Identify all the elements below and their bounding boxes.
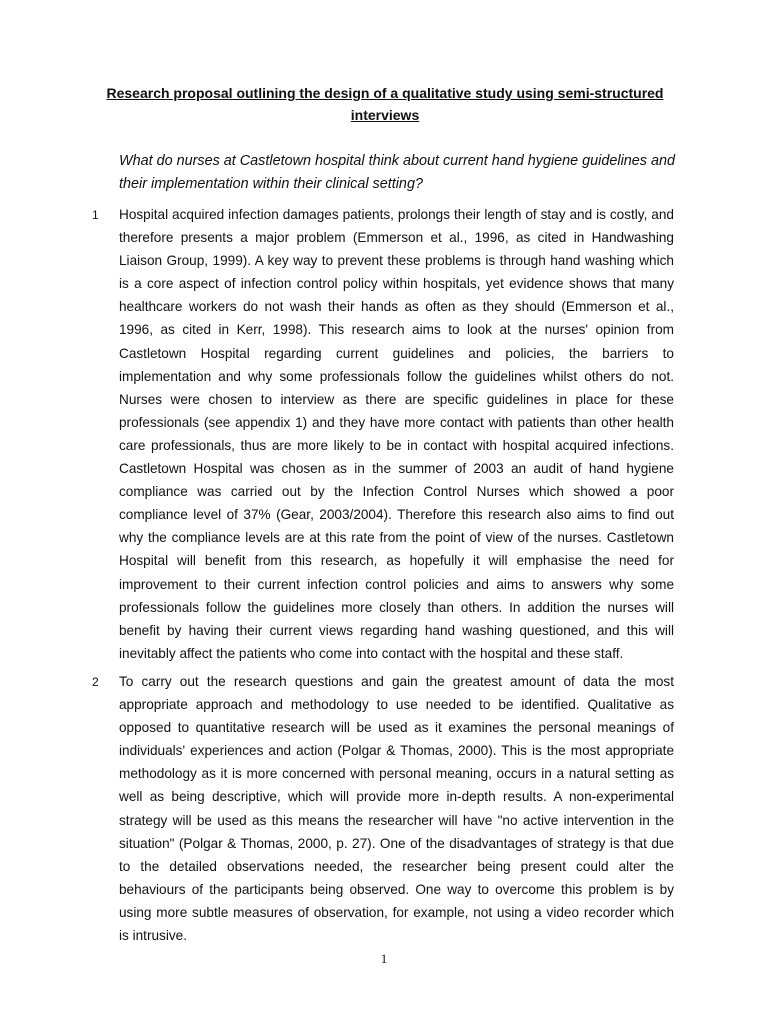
document-title: Research proposal outlining the design of a qualitative study using semi-structured interviews [106,85,664,123]
paragraph-number-1: 1 [92,208,99,222]
research-question: What do nurses at Castletown hospital think about current hand hygiene guidelines and their implementation within their clinical setting? [119,153,675,192]
page-number: 1 [380,951,388,966]
paragraph-number-2: 2 [92,675,99,689]
paragraph-1: Hospital acquired infection damages patients, prolongs their length of stay and is costly, and therefore presents a major problem (Emmerson et al., 1996, as cited in Handwashing Liaison Group, 1999). A key way to prevent these problems is through hand washing which is a core aspect of infection control policy within hospitals, yet evidence shows that many healthcare workers do not wash their hands as often as they should (Emmerson et al., 1996, as cited in Kerr, 1998). This research aims to look at the nurses' opinion from Castletown Hospital regarding current guidelines and policies, the barriers to implementation and why some professionals follow the guidelines whilst others do not. Nurses were chosen to interview as there are specific guidelines in place for these professionals (see appendix 1) and they have more contact with patients than other health care professionals, thus are more likely to be in contact with hospital acquired infections. Castletown Hospital was chosen as in the summer of 2003 an audit of hand hygiene compliance was carried out by the Infection Control Nurses which showed a poor compliance level of 37% (Gear, 2003/2004). Therefore this research also aims to find out why the compliance levels are at this rate from the point of view of the nurses. Castletown Hospital will benefit from this research, as hopefully it will emphasise the need for improvement to their current infection control policies and aims to answers why some professionals follow the guidelines more closely than others. In addition the nurses will benefit by having their current views regarding hand washing questioned, and this will inevitably affect the patients who come into contact with the hospital and these staff. [119,207,674,661]
paragraph-2: To carry out the research questions and gain the greatest amount of data the most appropriate approach and methodology to use needed to be identified. Qualitative as opposed to quantitative research will be used as it examines the personal meanings of individuals' experiences and action (Polgar & Thomas, 2000). This is the most appropriate methodology as it is more concerned with personal meaning, occurs in a natural setting as well as being descriptive, which will provide more in-depth results. A non-experimental strategy will be used as this means the researcher will have "no active intervention in the situation" (Polgar & Thomas, 2000, p. 27). One of the disadvantages of strategy is that due to the detailed observations needed, the researcher being present could alter the behaviours of the participants being observed. One way to overcome this problem is by using more subtle measures of observation, for example, not using a video recorder which is intrusive. [119,674,674,944]
